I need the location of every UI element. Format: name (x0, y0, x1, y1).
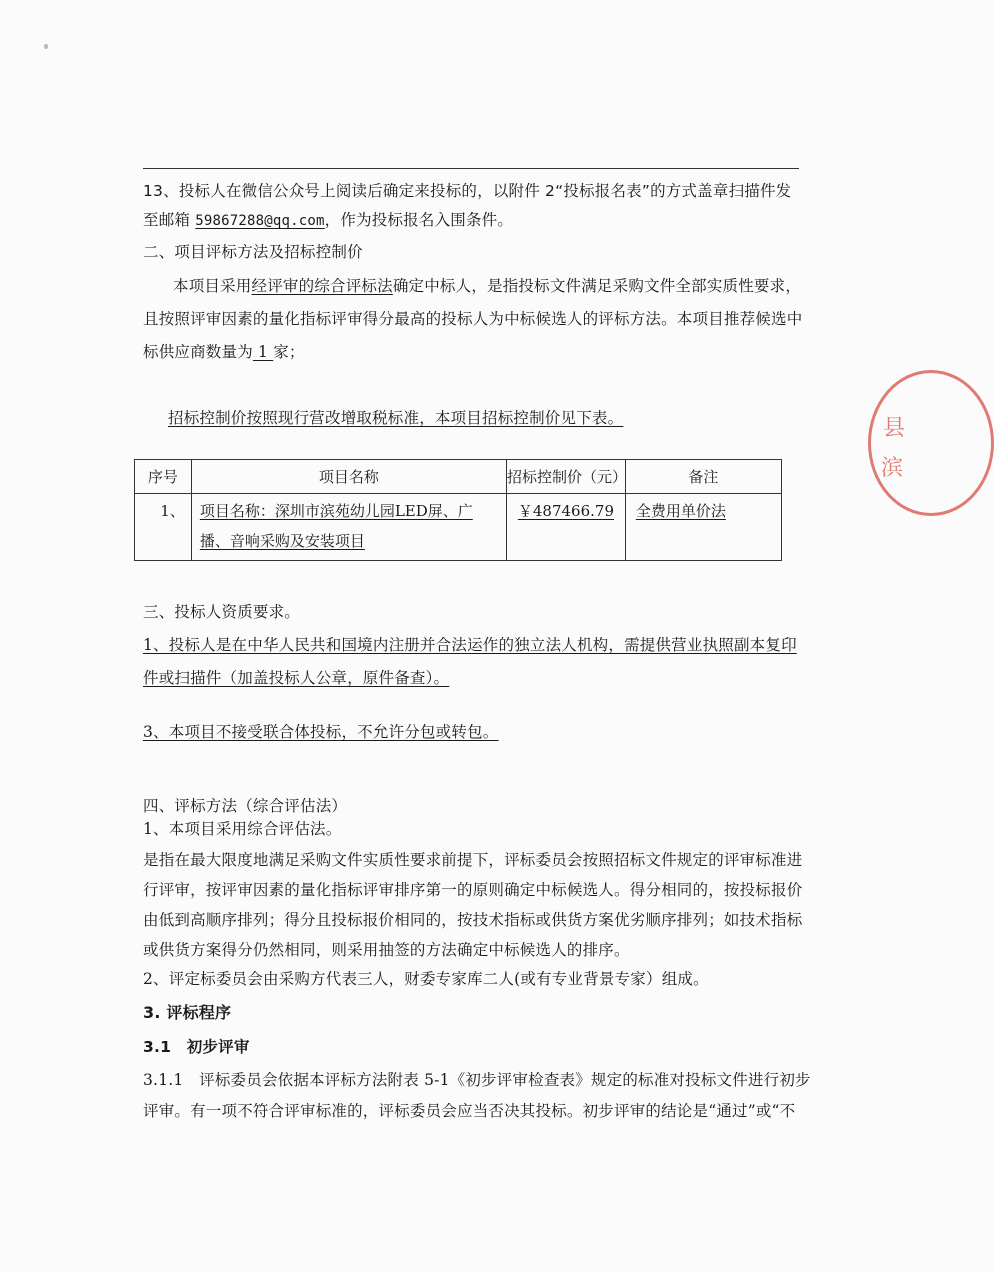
procedure-p-line2: 评审。有一项不符合评审标准的，评标委员会应当否决其投标。初步评审的结论是“通过”或“不 (143, 1102, 796, 1120)
p1-text-a: 本项目采用 (173, 277, 252, 295)
header-price: 招标控制价（元） (507, 460, 626, 494)
req3-line: 3、本项目不接受联合体投标，不允许分包或转包。 (143, 723, 499, 741)
control-price-line: 招标控制价按照现行营改增取税标准，本项目招标控制价见下表。 (168, 409, 624, 427)
header-name: 项目名称 (191, 460, 506, 494)
row-project-name (191, 494, 506, 561)
section4-heading: 四、评标方法（综合评估法） (143, 797, 348, 815)
stamp-char-2: 滨 (881, 456, 904, 481)
item13-line1: 13、投标人在微信公众号上阅读后确定来投标的，以附件 2“投标报名表”的方式盖章扫描件发 (143, 182, 792, 200)
section2-p1-line1 (173, 275, 801, 297)
section4-p2-line1: 是指在最大限度地满足采购文件实质性要求前提下，评标委员会按照招标文件规定的评审标准进 (143, 851, 803, 869)
header-rule (143, 168, 799, 169)
p1-text-b: 确定中标人，是指投标文件满足采购文件全部实质性要求， (392, 277, 802, 295)
row-price (507, 494, 626, 561)
row-note-text: 全费用单价法 (635, 502, 726, 520)
item13-line2-prefix: 至邮箱 (143, 211, 196, 229)
section4-p1: 1、本项目采用综合评估法。 (143, 820, 342, 838)
section4-p2-line2: 行评审，按评审因素的量化指标评审排序第一的原则确定中标候选人。得分相同的，按投标报价 (143, 881, 803, 899)
red-seal-stamp (868, 370, 994, 516)
header-note: 备注 (625, 460, 781, 494)
section2-p1-line3 (143, 341, 305, 363)
item13-line2 (143, 209, 513, 232)
procedure-heading: 3. 评标程序 (143, 1003, 232, 1022)
procedure-subheading: 3.1 初步评审 (143, 1038, 250, 1056)
section3-heading: 三、投标人资质要求。 (143, 603, 301, 621)
header-index: 序号 (135, 460, 192, 494)
control-price-table (134, 459, 782, 561)
row-note (625, 494, 781, 561)
row-index: 1、 (135, 494, 192, 561)
section2-heading: 二、项目评标方法及招标控制价 (143, 243, 363, 261)
p1-l3-b: 家； (273, 343, 305, 361)
section4-p2-line3: 由低到高顺序排列；得分且投标报价相同的，按技术指标或供货方案优劣顺序排列；如技术指标 (143, 911, 803, 929)
scan-speck (44, 44, 48, 49)
section4-p2-line4: 或供货方案得分仍然相同，则采用抽签的方法确定中标候选人的排序。 (143, 941, 630, 959)
p1-l3-a: 标供应商数量为 (143, 343, 253, 361)
table-header-row (135, 460, 782, 494)
table-row (135, 494, 782, 561)
req1-line1: 1、投标人是在中华人民共和国境内注册并合法运作的独立法人机构，需提供营业执照副本复印 (143, 636, 797, 654)
section4-p3: 2、评定标委员会由采购方代表三人，财委专家库二人(或有专业背景专家）组成。 (143, 970, 709, 988)
supplier-count: 1 (252, 343, 274, 361)
req1-line2: 件或扫描件（加盖投标人公章，原件备查）。 (143, 669, 450, 687)
stamp-char-1: 县 (883, 416, 906, 441)
item13-line2-suffix: ，作为投标报名入围条件。 (324, 211, 514, 229)
row-project-name-text: 项目名称：深圳市滨苑幼儿园LED屏、广播、音响采购及安装项目 (199, 502, 473, 550)
eval-method: 经评审的综合评标法 (251, 277, 393, 295)
section2-p1-line2: 且按照评审因素的量化指标评审得分最高的投标人为中标候选人的评标方法。本项目推荐候选中 (143, 310, 803, 328)
procedure-p-line1: 3.1.1 评标委员会依据本评标方法附表 5-1《初步评审检查表》规定的标准对投标文件进行初步 (143, 1071, 811, 1089)
row-price-text: ￥487466.79 (517, 502, 614, 520)
email-link[interactable]: 59867288@qq.com (195, 213, 325, 229)
